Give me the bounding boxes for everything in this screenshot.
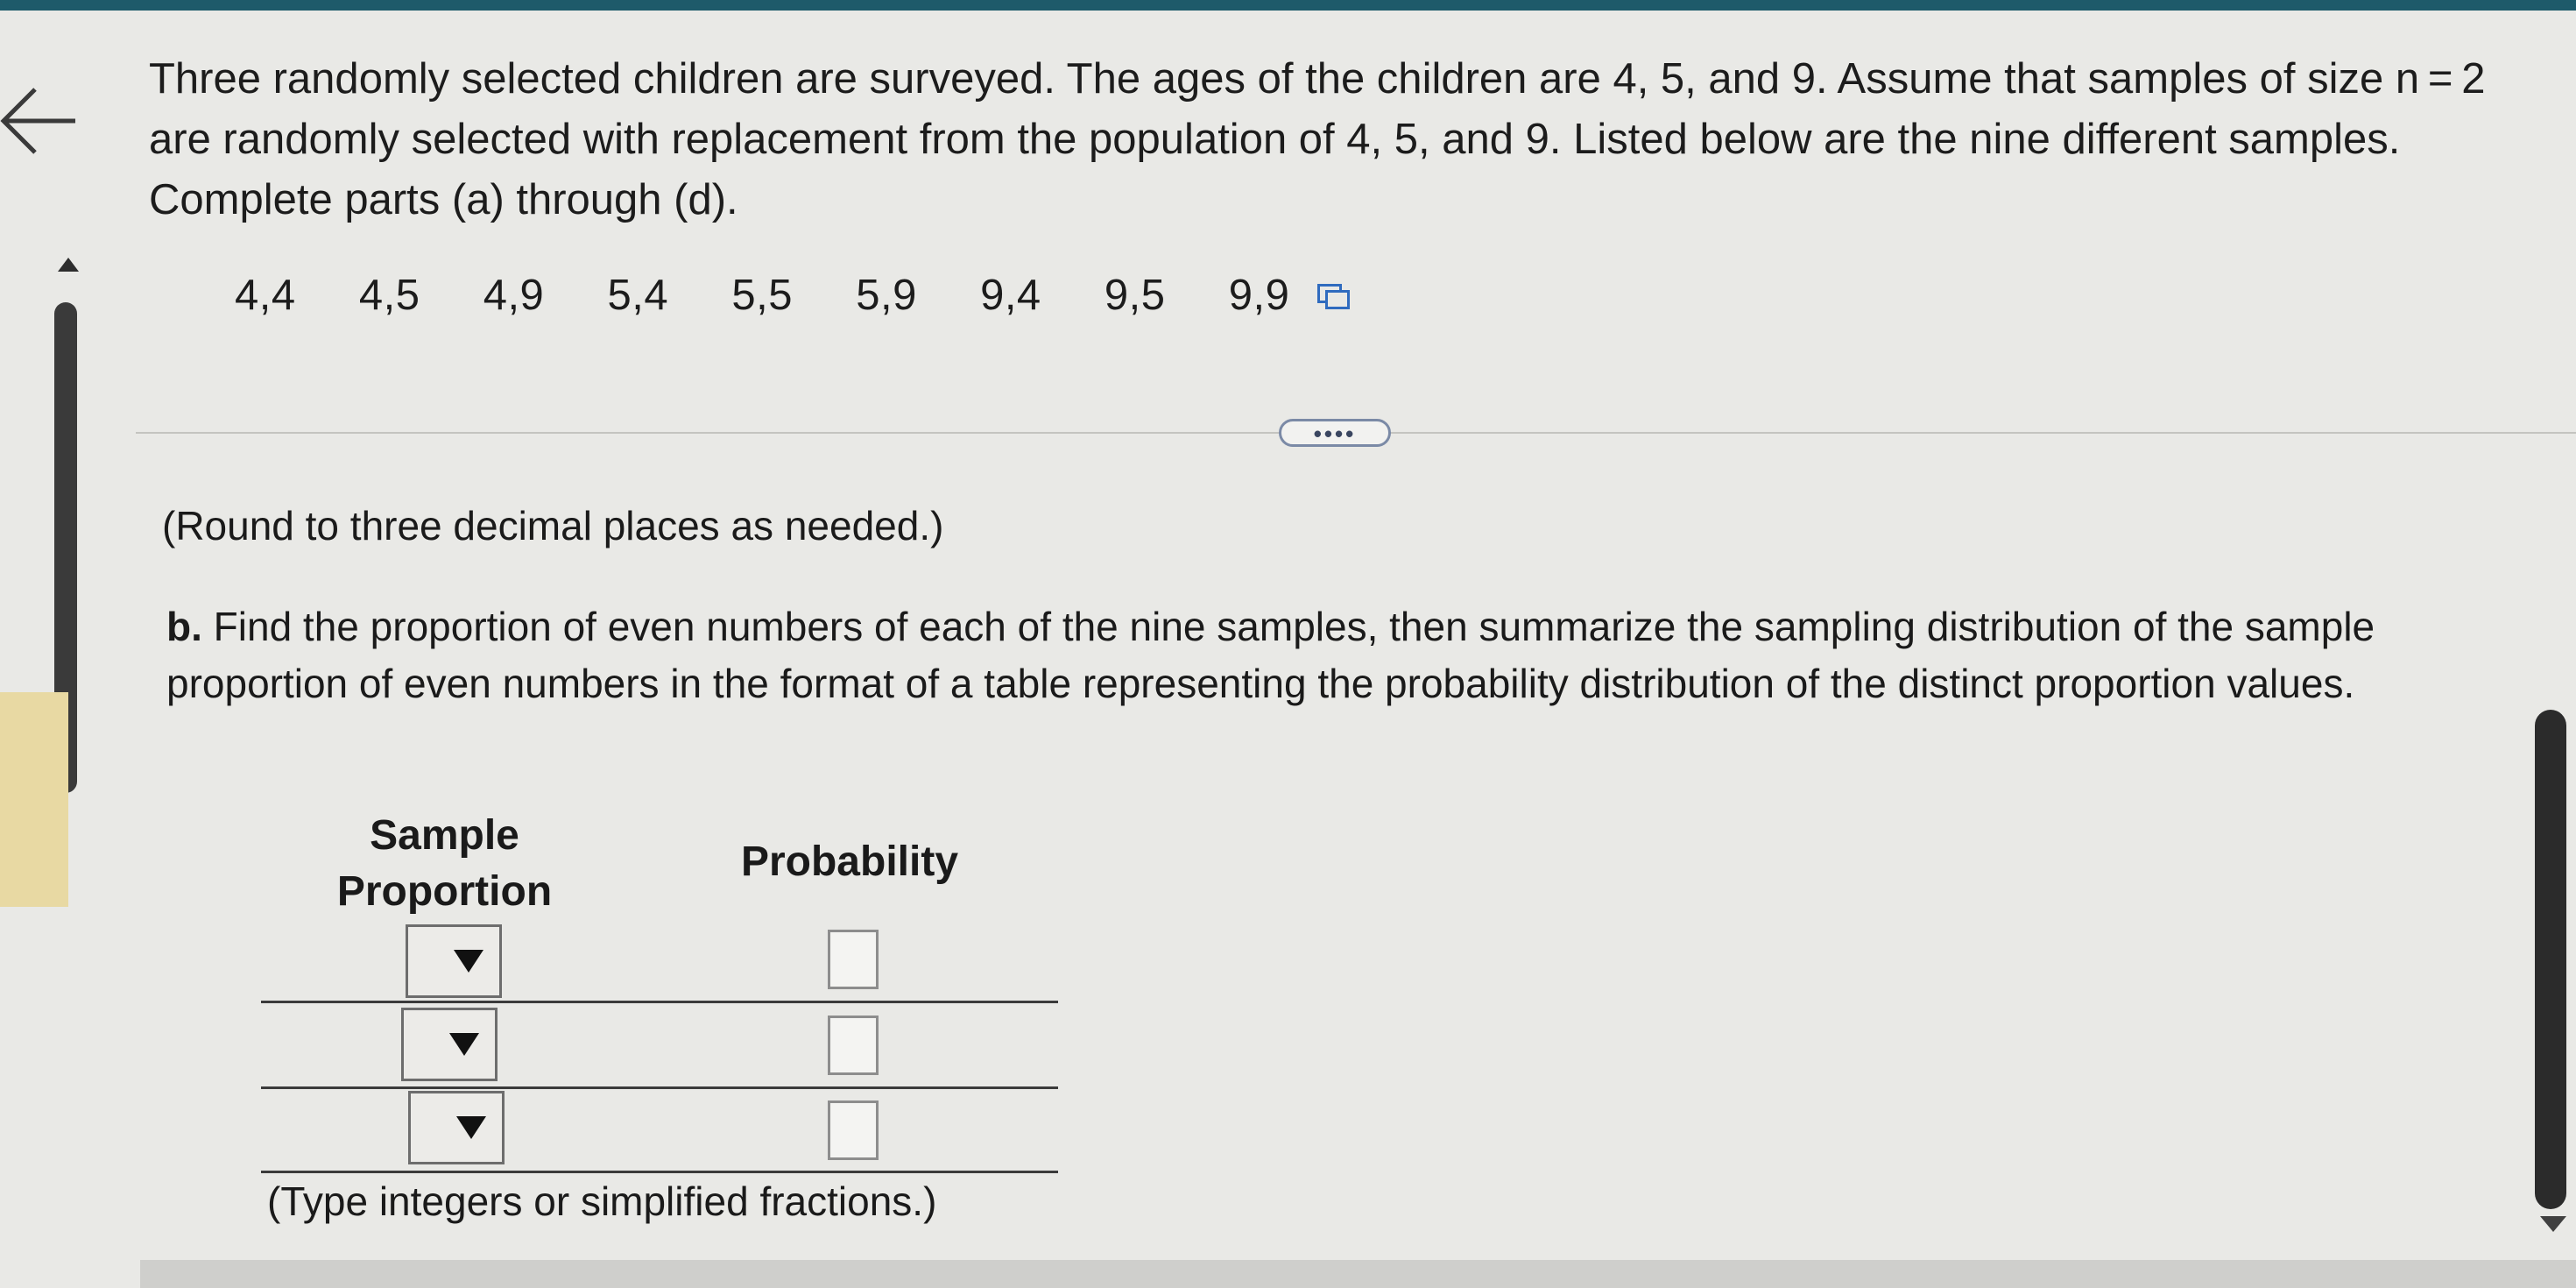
proportion-dropdown-2[interactable] [401, 1008, 498, 1081]
table-row-divider [261, 1001, 1058, 1003]
samples-text: 4,4 4,5 4,9 5,4 5,5 5,9 9,4 9,5 9,9 [235, 272, 1290, 319]
table-row-divider [261, 1086, 1058, 1089]
probability-input-3[interactable] [828, 1100, 879, 1160]
expand-button[interactable]: •••• [1279, 419, 1391, 447]
type-note: (Type integers or simplified fractions.) [267, 1178, 937, 1224]
question-intro: Three randomly selected children are surveyed. The ages of the children are 4, 5, and 9. Assume that samples of size n = 2 are randomly selected with replacement from the population of 4, 5, and 9. Listed below are the nine different samples. Complete parts (a) through (d). [149, 55, 2486, 223]
caret-down-icon[interactable] [2540, 1216, 2566, 1232]
proportion-dropdown-1[interactable] [406, 924, 502, 998]
proportion-dropdown-3[interactable] [408, 1091, 505, 1164]
back-arrow-icon[interactable] [0, 77, 79, 165]
bottom-bar [140, 1260, 2576, 1288]
copy-icon[interactable] [1316, 282, 1349, 308]
part-b-text: Find the proportion of even numbers of each of the nine samples, then summarize the sampling distribution of the sample proportion of even numbers in the format of a table representing the probability distribution of the distinct proportion values. [166, 604, 2375, 706]
header-probability: Probability [740, 839, 959, 885]
probability-input-1[interactable] [828, 930, 879, 989]
part-b-label: b. [166, 604, 202, 649]
top-bar [0, 0, 2576, 11]
samples-list [235, 265, 1349, 326]
part-b-question [166, 598, 2531, 712]
right-scrollbar[interactable] [2535, 710, 2566, 1209]
header-sample-proportion: Sample Proportion [336, 812, 553, 915]
table-row-divider [261, 1171, 1058, 1173]
caret-down-icon [454, 950, 483, 973]
left-panel-highlight [0, 692, 68, 907]
round-note: (Round to three decimal places as needed.) [162, 503, 944, 548]
caret-down-icon [449, 1033, 479, 1056]
probability-input-2[interactable] [828, 1016, 879, 1075]
caret-up-icon[interactable] [58, 258, 79, 272]
caret-down-icon [456, 1116, 486, 1139]
